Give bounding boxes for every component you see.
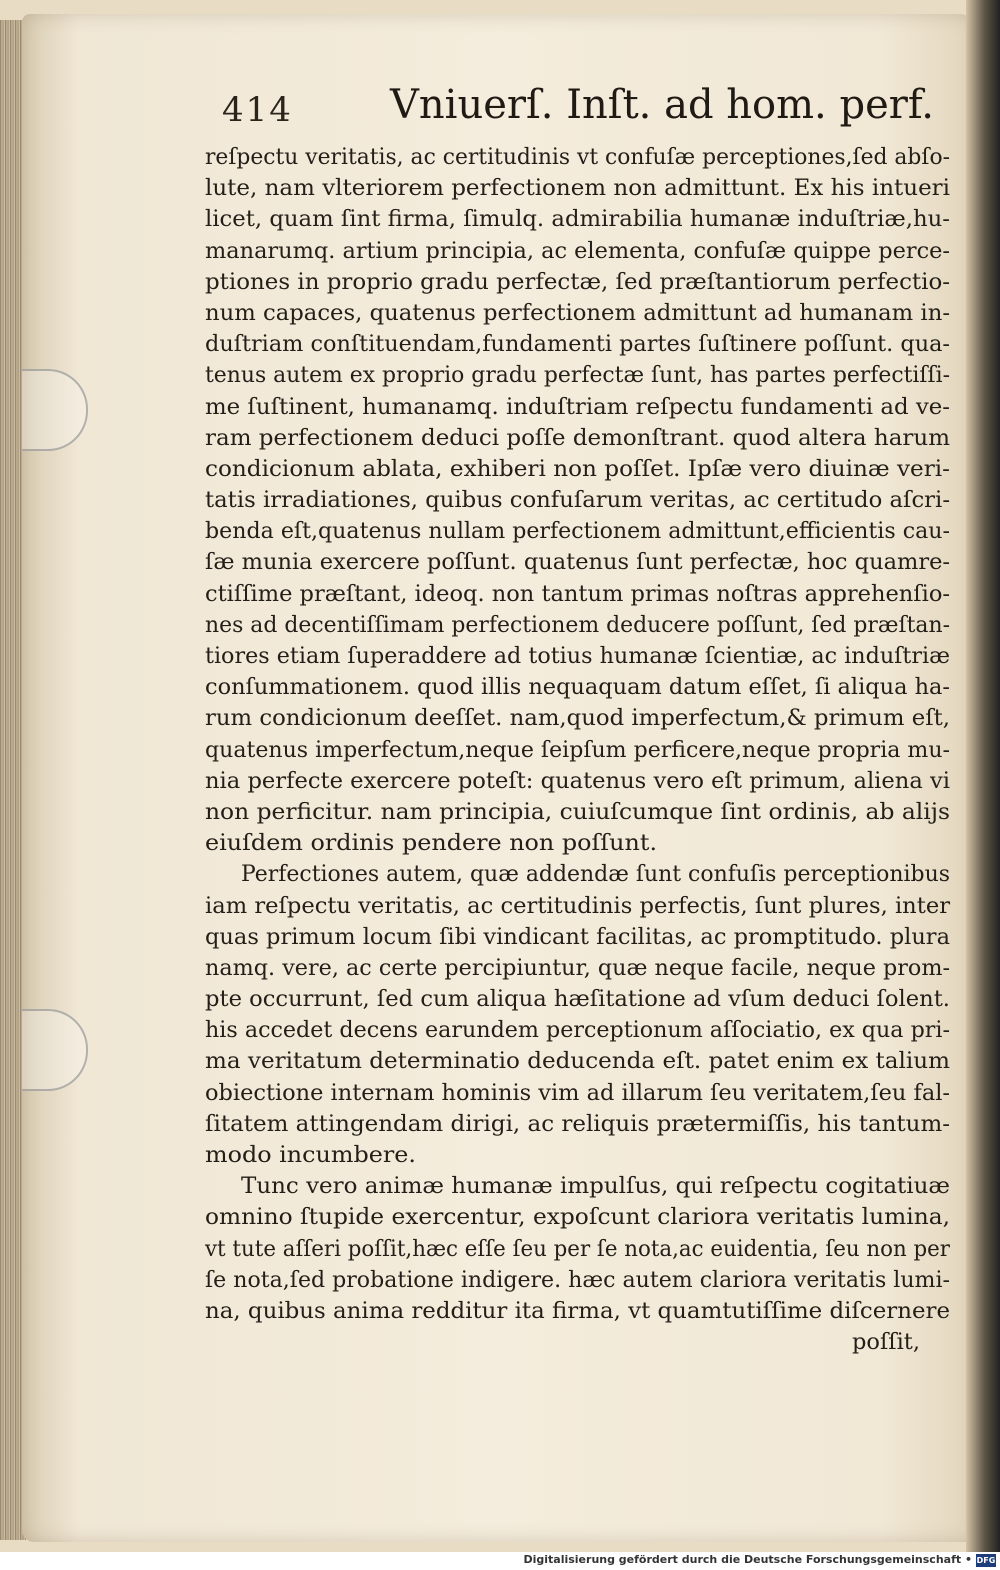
text-line: quas primum locum ſibi vindicant facilitas, ac promptitudo. plura bbox=[205, 923, 950, 950]
text-line: ptiones in proprio gradu perfectæ, ſed præſtantiorum perfectio- bbox=[205, 268, 950, 295]
text-line: benda eſt,quatenus nullam perfectionem admittunt,efficientis cau- bbox=[205, 518, 950, 545]
text-line: eiuſdem ordinis pendere non poſſunt. bbox=[205, 830, 658, 857]
catchword: poſſit, bbox=[852, 1329, 920, 1356]
text-line: na, quibus anima redditur ita firma, vt quamtutiſſime diſcernere bbox=[205, 1297, 950, 1324]
footer-credit: Digitalisierung gefördert durch die Deutsche Forschungsgemeinschaft • bbox=[523, 1553, 972, 1566]
text-line: Tunc vero animæ humanæ impulſus, qui reſpectu cogitatiuæ bbox=[241, 1173, 950, 1200]
body-text bbox=[205, 142, 950, 1358]
text-line: namq. vere, ac certe percipiuntur, quæ neque facile, neque prom- bbox=[205, 954, 950, 981]
text-line: vt tute aſſeri poſſit,hæc eſſe ſeu per ſe nota,ac euidentia, ſeu non per bbox=[205, 1235, 950, 1262]
text-line: manarumq. artium principia, ac elementa, confuſæ quippe perce- bbox=[205, 237, 950, 264]
page-clip-bottom bbox=[22, 1009, 88, 1091]
text-line: non perficitur. nam principia, cuiuſcumque ſint ordinis, ab alijs bbox=[205, 798, 950, 825]
text-line: Perfectiones autem, quæ addendæ ſunt confuſis perceptionibus bbox=[241, 861, 950, 888]
footer-bar bbox=[0, 1552, 1000, 1570]
text-line: ram perfectionem deduci poſſe demonſtrant. quod altera harum bbox=[205, 424, 950, 451]
page-header bbox=[222, 82, 934, 132]
page-number: 414 bbox=[222, 90, 293, 130]
text-line: ſe nota,ſed probatione indigere. hæc autem clariora veritatis lumi- bbox=[205, 1266, 950, 1293]
dfg-logo-icon: DFG bbox=[976, 1556, 996, 1565]
text-line: conſummationem. quod illis nequaquam datum eſſet, ſi aliqua ha- bbox=[205, 674, 950, 701]
text-line: ma veritatum determinatio deducenda eſt. patet enim ex talium bbox=[205, 1048, 950, 1075]
text-line: ſæ munia exercere poſſunt. quatenus ſunt perfectæ, hoc quamre- bbox=[205, 549, 950, 576]
text-line: ſitatem attingendam dirigi, ac reliquis prætermiſſis, his tantum- bbox=[205, 1110, 950, 1137]
text-line: lute, nam vlteriorem perfectionem non admittunt. Ex his intueri bbox=[205, 175, 950, 202]
text-line: iam reſpectu veritatis, ac certitudinis perfectis, ſunt plures, inter bbox=[205, 892, 950, 919]
text-line: tiores etiam ſuperaddere ad totius humanæ ſcientiæ, ac induſtriæ bbox=[205, 643, 950, 669]
text-line: duſtriam conſtituendam,fundamenti partes ſuſtinere poſſunt. qua- bbox=[205, 331, 950, 358]
running-title: Vniuerſ. Inſt. ad hom. perf. bbox=[390, 82, 934, 128]
text-line: num capaces, quatenus perfectionem admittunt ad humanam in- bbox=[205, 299, 950, 326]
text-line: omnino ſtupide exercentur, expoſcunt clariora veritatis lumina, bbox=[205, 1204, 951, 1231]
text-line: nes ad decentiſſimam perfectionem deducere poſſunt, ſed præſtan- bbox=[205, 611, 950, 638]
text-line: ctiſſime præſtant, ideoq. non tantum primas noſtras apprehenſio- bbox=[205, 580, 950, 607]
text-line: tatis irradiationes, quibus confuſarum veritas, ac certitudo aſcri- bbox=[205, 487, 950, 514]
text-line: condicionum ablata, exhiberi non poſſet. Ipſæ vero diuinæ veri- bbox=[205, 455, 950, 482]
text-line: tenus autem ex proprio gradu perfectæ ſunt, has partes perfectiſſi- bbox=[205, 362, 950, 389]
text-line: modo incumbere. bbox=[205, 1142, 416, 1168]
text-line: licet, quam ſint firma, ſimulq. admirabilia humanæ induſtriæ,hu- bbox=[205, 206, 950, 233]
text-line: quatenus imperfectum,neque ſeipſum perficere,neque propria mu- bbox=[205, 736, 950, 763]
text-line: pte occurrunt, ſed cum aliqua hæſitatione ad vſum deduci ſolent. bbox=[205, 986, 950, 1013]
text-line: obiectione internam hominis vim ad illarum ſeu veritatem,ſeu fal- bbox=[205, 1079, 950, 1106]
text-line: his accedet decens earundem perceptionum aſſociatio, ex qua pri- bbox=[205, 1017, 950, 1044]
text-line: reſpectu veritatis, ac certitudinis vt confuſæ perceptiones,ſed abſo- bbox=[205, 144, 950, 170]
page-clip-top bbox=[22, 369, 88, 451]
text-line: rum condicionum deeſſet. nam,quod imperfectum,& primum eſt, bbox=[205, 705, 951, 732]
text-line: nia perfecte exercere poteſt: quatenus vero eſt primum, aliena vi bbox=[205, 767, 950, 794]
text-line: me ſuſtinent, humanamq. induſtriam reſpectu fundamenti ad ve- bbox=[205, 393, 950, 420]
book-gutter-right bbox=[966, 0, 1000, 1552]
